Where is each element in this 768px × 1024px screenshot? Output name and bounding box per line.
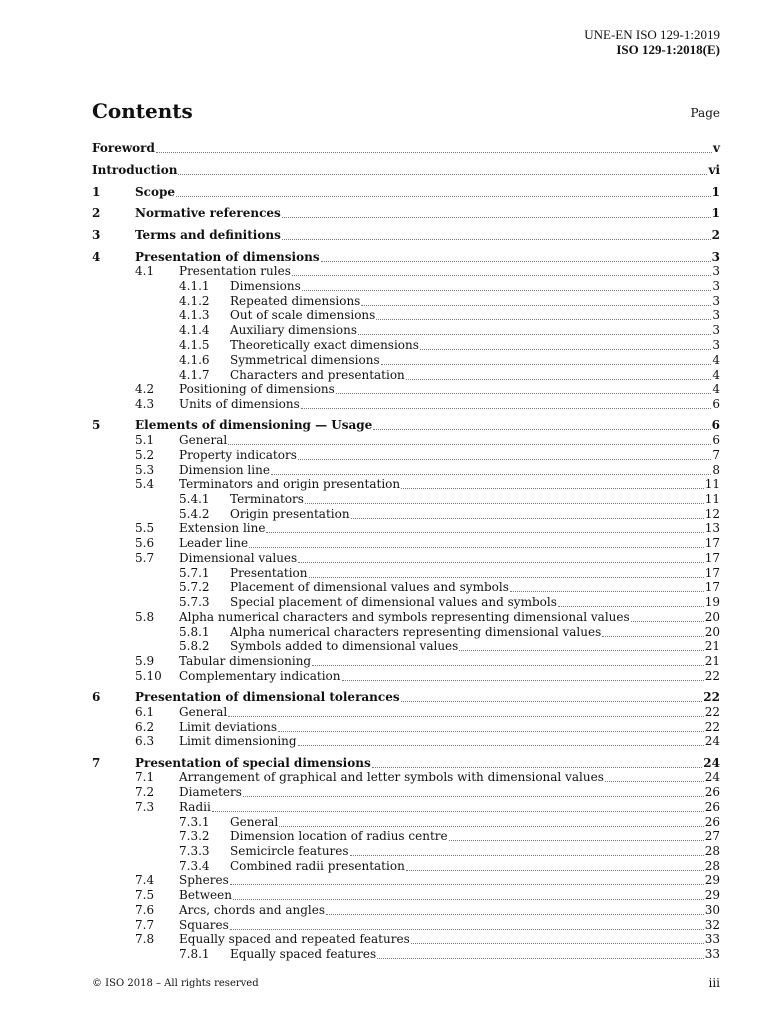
dot-leader: [605, 781, 704, 782]
dot-leader: [278, 731, 704, 732]
toc-entry[interactable]: [92, 770, 720, 785]
dot-leader: [381, 364, 712, 365]
toc-entry-title: Radii: [179, 800, 211, 814]
toc-entry-title: Repeated dimensions: [230, 294, 361, 308]
toc-entry-title: Symmetrical dimensions: [230, 353, 380, 367]
toc-entry[interactable]: [92, 551, 720, 566]
dot-leader: [230, 884, 704, 885]
toc-entry[interactable]: [92, 756, 720, 771]
toc-entry-number: 7.3: [135, 800, 155, 814]
dot-leader: [266, 532, 703, 533]
dot-leader: [279, 826, 703, 827]
dot-leader: [312, 665, 704, 666]
toc-entry-number: 7.1: [135, 770, 155, 784]
toc-entry[interactable]: [92, 859, 720, 874]
toc-entry-page: 17: [704, 566, 720, 580]
toc-entry-page: 11: [704, 492, 720, 506]
toc-entry-number: 5.4: [135, 477, 155, 491]
toc-entry-page: 3: [712, 308, 720, 322]
toc-entry-page: 26: [704, 785, 720, 799]
standard-reference-une: UNE-EN ISO 129-1:2019: [584, 27, 720, 42]
toc-entry-number: 6.2: [135, 720, 155, 734]
toc-entry-title: Terminators: [230, 492, 304, 506]
toc-entry[interactable]: [92, 163, 720, 178]
toc-entry-page: 30: [704, 903, 720, 917]
toc-entry-page: 32: [704, 918, 720, 932]
dot-leader: [301, 408, 712, 409]
toc-entry-page: 17: [704, 551, 720, 565]
toc-entry-page: 27: [704, 829, 720, 843]
toc-entry-number: 7.6: [135, 903, 155, 917]
toc-entry[interactable]: [92, 669, 720, 684]
toc-entry-title: Limit dimensioning: [179, 734, 297, 748]
dot-leader: [298, 459, 711, 460]
toc-entry-page: 19: [704, 595, 720, 609]
toc-entry-page: 33: [704, 947, 720, 961]
toc-entry-page: 24: [704, 734, 720, 748]
toc-entry[interactable]: [92, 477, 720, 492]
toc-entry[interactable]: [92, 536, 720, 551]
toc-entry-title: Squares: [179, 918, 229, 932]
dot-leader: [178, 174, 707, 175]
toc-entry[interactable]: [92, 397, 720, 412]
toc-entry-number: 1: [92, 185, 101, 199]
toc-entry-number: 4.3: [135, 397, 155, 411]
toc-entry-number: 5.7.3: [179, 595, 210, 609]
toc-entry[interactable]: [92, 947, 720, 962]
dot-leader: [156, 152, 712, 153]
toc-entry-title: Presentation: [230, 566, 308, 580]
toc-entry-title: Theoretically exact dimensions: [230, 338, 419, 352]
dot-leader: [298, 562, 704, 563]
toc-entry-page: 4: [712, 353, 720, 367]
toc-entry-page: 6: [712, 397, 720, 411]
toc-entry[interactable]: [92, 141, 720, 156]
toc-entry-number: 5.4.2: [179, 507, 210, 521]
toc-entry-number: 4.1.7: [179, 368, 210, 382]
dot-leader: [358, 334, 711, 335]
toc-entry[interactable]: [92, 368, 720, 383]
toc-entry-title: Arrangement of graphical and letter symbols with dimensional values: [179, 770, 604, 784]
toc-entry-title: Foreword: [92, 141, 155, 155]
toc-entry-number: 7.3.4: [179, 859, 210, 873]
toc-entry-page: 17: [704, 580, 720, 594]
toc-entry[interactable]: [92, 610, 720, 625]
toc-entry[interactable]: [92, 185, 720, 200]
toc-entry[interactable]: [92, 382, 720, 397]
dot-leader: [459, 650, 703, 651]
toc-entry[interactable]: [92, 873, 720, 888]
toc-entry-page: 1: [711, 206, 720, 220]
toc-entry[interactable]: [92, 279, 720, 294]
toc-entry-number: 7.4: [135, 873, 155, 887]
toc-entry[interactable]: [92, 595, 720, 610]
dot-leader: [361, 305, 711, 306]
dot-leader: [602, 636, 703, 637]
dot-leader: [230, 929, 704, 930]
toc-entry[interactable]: [92, 829, 720, 844]
toc-entry[interactable]: [92, 654, 720, 669]
toc-entry-title: Semicircle features: [230, 844, 349, 858]
toc-entry-number: 5.8.1: [179, 625, 210, 639]
dot-leader: [282, 239, 711, 240]
toc-entry-title: Special placement of dimensional values and symbols: [230, 595, 557, 609]
toc-entry-page: 3: [712, 279, 720, 293]
toc-entry[interactable]: [92, 448, 720, 463]
toc-entry-page: 29: [704, 888, 720, 902]
toc-entry-title: General: [230, 815, 279, 829]
toc-entry-number: 4: [92, 250, 101, 264]
toc-entry-number: 5.8.2: [179, 639, 210, 653]
dot-leader: [350, 855, 704, 856]
toc-entry-page: 13: [704, 521, 720, 535]
toc-entry-title: Diameters: [179, 785, 242, 799]
page-title: Contents: [92, 99, 193, 123]
dot-leader: [372, 767, 703, 768]
dot-leader: [249, 547, 704, 548]
toc-entry[interactable]: [92, 734, 720, 749]
page-number: iii: [708, 976, 720, 990]
toc-entry-title: Auxiliary dimensions: [230, 323, 357, 337]
toc-entry-page: 20: [704, 625, 720, 639]
toc-entry-page: 3: [712, 323, 720, 337]
copyright-notice: © ISO 2018 – All rights reserved: [92, 978, 259, 989]
toc-entry[interactable]: [92, 338, 720, 353]
toc-entry-title: Property indicators: [179, 448, 297, 462]
toc-entry-page: 3: [712, 338, 720, 352]
toc-entry-page: 21: [704, 639, 720, 653]
toc-entry[interactable]: [92, 815, 720, 830]
toc-entry[interactable]: [92, 308, 720, 323]
toc-entry-title: Characters and presentation: [230, 368, 405, 382]
toc-entry-number: 7.3.2: [179, 829, 210, 843]
toc-entry[interactable]: [92, 918, 720, 933]
toc-entry-number: 6.1: [135, 705, 155, 719]
toc-entry-number: 7.2: [135, 785, 155, 799]
dot-leader: [233, 899, 704, 900]
dot-leader: [631, 621, 704, 622]
dot-leader: [401, 701, 703, 702]
toc-entry-page: 22: [703, 690, 720, 704]
toc-entry-number: 4.1: [135, 264, 155, 278]
toc-entry-title: Positioning of dimensions: [179, 382, 335, 396]
dot-leader: [401, 488, 704, 489]
toc-entry-number: 5.8: [135, 610, 155, 624]
toc-entry[interactable]: [92, 463, 720, 478]
toc-entry-title: Between: [179, 888, 232, 902]
toc-entry[interactable]: [92, 625, 720, 640]
toc-entry-title: Dimension line: [179, 463, 270, 477]
toc-entry[interactable]: [92, 903, 720, 918]
dot-leader: [298, 745, 704, 746]
toc-entry-page: vi: [708, 163, 720, 177]
dot-leader: [376, 319, 711, 320]
toc-entry-number: 2: [92, 206, 101, 220]
toc-entry-number: 5.2: [135, 448, 155, 462]
dot-leader: [558, 606, 704, 607]
toc-entry-title: Terms and definitions: [135, 228, 281, 242]
toc-entry[interactable]: [92, 507, 720, 522]
standard-reference-iso: ISO 129-1:2018(E): [616, 42, 720, 57]
toc-entry-page: 2: [711, 228, 720, 242]
dot-leader: [212, 811, 704, 812]
toc-entry-page: 21: [704, 654, 720, 668]
toc-entry-number: 5.1: [135, 433, 155, 447]
toc-entry[interactable]: [92, 418, 720, 433]
dot-leader: [302, 290, 712, 291]
toc-entry-title: Spheres: [179, 873, 229, 887]
dot-leader: [351, 518, 704, 519]
toc-entry[interactable]: [92, 294, 720, 309]
toc-entry-title: Introduction: [92, 163, 178, 177]
toc-entry-number: 6: [92, 690, 101, 704]
document-header: [584, 27, 720, 57]
dot-leader: [449, 840, 704, 841]
toc-entry-number: 7.8.1: [179, 947, 210, 961]
toc-entry-number: 7.3.1: [179, 815, 210, 829]
toc-entry-number: 5.9: [135, 654, 155, 668]
toc-entry-title: Elements of dimensioning — Usage: [135, 418, 373, 432]
toc-entry-title: Alpha numerical characters and symbols representing dimensional values: [179, 610, 630, 624]
toc-entry-page: 3: [712, 294, 720, 308]
toc-entry[interactable]: [92, 785, 720, 800]
toc-entry-title: Units of dimensions: [179, 397, 300, 411]
toc-entry-title: Limit deviations: [179, 720, 277, 734]
toc-entry-title: Equally spaced and repeated features: [179, 932, 410, 946]
toc-entry-title: Presentation of dimensional tolerances: [135, 690, 400, 704]
dot-leader: [305, 503, 704, 504]
toc-entry-number: 4.1.2: [179, 294, 210, 308]
toc-entry-page: 7: [712, 448, 720, 462]
toc-entry-page: 24: [703, 756, 720, 770]
toc-entry-page: 22: [704, 705, 720, 719]
toc-entry-number: 5.5: [135, 521, 155, 535]
toc-entry[interactable]: [92, 228, 720, 243]
toc-entry[interactable]: [92, 323, 720, 338]
toc-entry-page: 29: [704, 873, 720, 887]
toc-entry-title: Presentation rules: [179, 264, 291, 278]
toc-entry-number: 7.3.3: [179, 844, 210, 858]
toc-entry[interactable]: [92, 720, 720, 735]
toc-entry-page: 3: [711, 250, 720, 264]
toc-entry-number: 4.1.5: [179, 338, 210, 352]
toc-entry-page: 28: [704, 859, 720, 873]
toc-entry-title: Dimensional values: [179, 551, 298, 565]
toc-entry-page: 28: [704, 844, 720, 858]
toc-entry[interactable]: [92, 206, 720, 221]
toc-entry-number: 5.7: [135, 551, 155, 565]
toc-entry-title: Out of scale dimensions: [230, 308, 376, 322]
toc-entry-title: Presentation of special dimensions: [135, 756, 371, 770]
toc-entry-number: 4.1.3: [179, 308, 210, 322]
toc-entry-page: 12: [704, 507, 720, 521]
toc-entry-title: General: [179, 433, 228, 447]
toc-entry-page: 4: [712, 382, 720, 396]
toc-entry-title: Combined radii presentation: [230, 859, 405, 873]
toc-entry-page: 33: [704, 932, 720, 946]
toc-entry-number: 5.7.2: [179, 580, 210, 594]
toc-entry[interactable]: [92, 800, 720, 815]
dot-leader: [228, 716, 703, 717]
toc-entry-page: 24: [704, 770, 720, 784]
toc-entry-title: Scope: [135, 185, 176, 199]
page-column-label: Page: [690, 106, 720, 120]
toc-entry-page: 6: [711, 418, 720, 432]
toc-entry[interactable]: [92, 580, 720, 595]
dot-leader: [411, 943, 704, 944]
toc-entry-page: 4: [712, 368, 720, 382]
toc-entry-number: 7.5: [135, 888, 155, 902]
toc-entry-page: 17: [704, 536, 720, 550]
toc-entry-title: Alpha numerical characters representing dimensional values: [230, 625, 602, 639]
toc-entry-page: 6: [712, 433, 720, 447]
toc-entry-number: 6.3: [135, 734, 155, 748]
toc-entry-title: General: [179, 705, 228, 719]
toc-entry-number: 5.7.1: [179, 566, 210, 580]
dot-leader: [336, 393, 712, 394]
toc-entry[interactable]: [92, 521, 720, 536]
toc-entry-title: Origin presentation: [230, 507, 350, 521]
toc-entry-page: 1: [711, 185, 720, 199]
toc-entry-page: 11: [704, 477, 720, 491]
dot-leader: [292, 275, 711, 276]
toc-entry-number: 5.6: [135, 536, 155, 550]
toc-entry-title: Placement of dimensional values and symbols: [230, 580, 509, 594]
toc-entry-title: Complementary indication: [179, 669, 341, 683]
dot-leader: [309, 577, 704, 578]
dot-leader: [282, 217, 711, 218]
toc-entry[interactable]: [92, 844, 720, 859]
toc-entry-number: 5.10: [135, 669, 162, 683]
toc-entry-page: 3: [712, 264, 720, 278]
toc-entry-page: 26: [704, 800, 720, 814]
toc-entry-number: 4.1.4: [179, 323, 210, 337]
toc-entry-number: 5: [92, 418, 101, 432]
dot-leader: [406, 379, 712, 380]
toc-entry[interactable]: [92, 353, 720, 368]
toc-entry[interactable]: [92, 888, 720, 903]
toc-entry-number: 4.1.6: [179, 353, 210, 367]
dot-leader: [510, 591, 704, 592]
toc-entry-number: 7.8: [135, 932, 155, 946]
toc-entry[interactable]: [92, 566, 720, 581]
toc-entry-number: 4.1.1: [179, 279, 210, 293]
toc-entry-number: 7.7: [135, 918, 155, 932]
toc-entry-title: Dimension location of radius centre: [230, 829, 448, 843]
toc-entry[interactable]: [92, 250, 720, 265]
toc-entry-page: 26: [704, 815, 720, 829]
toc-entry-number: 7: [92, 756, 101, 770]
toc-entry-title: Normative references: [135, 206, 281, 220]
toc-entry-title: Arcs, chords and angles: [179, 903, 326, 917]
toc-entry[interactable]: [92, 639, 720, 654]
toc-entry[interactable]: [92, 264, 720, 279]
toc-entry-page: 22: [704, 669, 720, 683]
toc-entry-title: Leader line: [179, 536, 249, 550]
dot-leader: [420, 349, 711, 350]
toc-entry-title: Equally spaced features: [230, 947, 377, 961]
toc-entry-number: 5.3: [135, 463, 155, 477]
toc-entry[interactable]: [92, 690, 720, 705]
dot-leader: [342, 680, 704, 681]
toc-entry-number: 3: [92, 228, 101, 242]
dot-leader: [271, 474, 711, 475]
toc-entry-number: 4.2: [135, 382, 155, 396]
dot-leader: [377, 958, 704, 959]
dot-leader: [321, 261, 711, 262]
toc-entry[interactable]: [92, 492, 720, 507]
dot-leader: [228, 444, 711, 445]
toc-entry-page: 22: [704, 720, 720, 734]
toc-entry-title: Presentation of dimensions: [135, 250, 320, 264]
dot-leader: [373, 429, 710, 430]
dot-leader: [176, 196, 711, 197]
toc-entry-title: Terminators and origin presentation: [179, 477, 401, 491]
toc-entry-title: Tabular dimensioning: [179, 654, 312, 668]
dot-leader: [326, 914, 704, 915]
toc-entry[interactable]: [92, 433, 720, 448]
toc-entry-page: v: [713, 141, 720, 155]
toc-entry-page: 20: [704, 610, 720, 624]
toc-entry[interactable]: [92, 932, 720, 947]
toc-entry-page: 8: [712, 463, 720, 477]
toc-entry-title: Dimensions: [230, 279, 301, 293]
toc-entry-title: Extension line: [179, 521, 266, 535]
toc-entry[interactable]: [92, 705, 720, 720]
dot-leader: [243, 796, 704, 797]
toc-entry-number: 5.4.1: [179, 492, 210, 506]
toc-entry-title: Symbols added to dimensional values: [230, 639, 459, 653]
dot-leader: [406, 870, 704, 871]
